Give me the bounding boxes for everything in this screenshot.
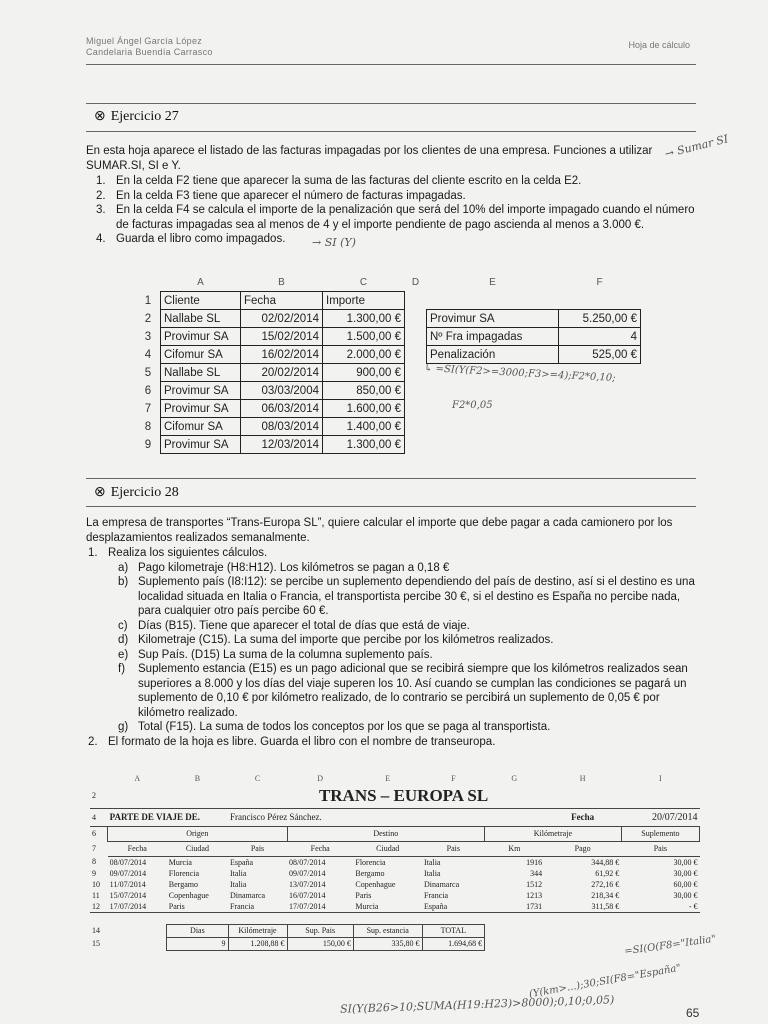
driver-name: Francisco Pérez Sánchez. <box>230 812 322 822</box>
list-item: f) Suplemento estancia (E15) es un pago adicional que se recibirá siempre que los kilómetros realizados sean superiores a 8.000 y los días del viaje superen los 10. Así cuando se cumplan las condiciones se pagará un suplemento de 0,10 € por kilómetro realizado, de lo contrario se percibirá un suplemento de 0,05 € por kilómetro realizado. <box>118 663 688 719</box>
ex27-bottom-rule <box>86 131 696 132</box>
list-item: b) Suplemento país (I8:I12): se percibe un suplemento dependiendo del país de destino, así si el destino es una localidad situada en Italia o Francia, el transportista percibe 30 €, si el destino es España no percibe nada, para cualquier otro país percibe 60 €. <box>118 576 695 617</box>
table-row: 3 Provimur SA 15/02/2014 1.500,00 € Nº Fra impagadas 4 <box>136 328 641 346</box>
ex28-bottom-rule <box>86 506 696 507</box>
ex27-intro: En esta hoja aparece el listado de las facturas impagadas por los clientes de una empresa. Funciones a utilizar SUMAR.SI, SI e Y. <box>86 145 653 172</box>
handwritten-note-5: SI(Y(B26>10;SUMA(H19:H23)>8000);0,10;0,05) <box>339 993 615 1016</box>
table-row: 8 08/07/2014 Murcia España 08/07/2014 Florencia Italia 1916 344,88 € 30,00 € <box>92 857 698 867</box>
circled-x-icon: ⊗ <box>94 485 106 500</box>
ex27-title: ⊗ Ejercicio 27 <box>94 109 179 124</box>
handwritten-note-3: =SI(O(F8="Italia" <box>623 933 717 958</box>
page-number: 65 <box>686 1006 700 1020</box>
table-row: 9 09/07/2014 Florencia Italia 09/07/2014 Bergamo Italia 344 61,92 € 30,00 € <box>92 868 698 878</box>
header-rule <box>86 64 696 65</box>
list-item: 1. Realiza los siguientes cálculos. <box>88 547 268 559</box>
table-row: 2 Nallabe SL 02/02/2014 1.300,00 € Provimur SA 5.250,00 € <box>136 310 641 328</box>
ex27-items <box>94 174 698 247</box>
handwritten-note-4: (Y(km>...);30;SI(F8="España" <box>528 962 682 1001</box>
list-item: g) Total (F15). La suma de todos los conceptos por los que se paga al transportista. <box>118 721 551 733</box>
circled-x-icon: ⊗ <box>94 109 106 124</box>
list-item: d) Kilometraje (C15). La suma del importe que percibe por los kilómetros realizados. <box>118 634 554 646</box>
list-item: a) Pago kilometraje (H8:H12). Los kilómetros se pagan a 0,18 € <box>118 561 450 574</box>
parte-label: PARTE DE VIAJE DE. <box>109 812 201 822</box>
sheet-title: TRANS – EUROPA SL <box>318 785 489 805</box>
impagados-sheet: A B C D E F 1 Cliente Fecha Importe 2 Nallabe SL 02/02/2014 1.300,00 € Provimur SA 5.250,00 € 3 Provimur SA 15/02/2014 1.500,00 € Nº Fra impagadas 4 4 Cifomur SA 16/02/2014 2.000,00 € Penalización 525,00 € 5 Nallabe SL 20/02/2014 900,00 € 6 Provimur SA 03/03/2004 850,00 € 7 Provimur SA 06/03/2014 1.600,00 € 8 Cifomur SA 08/03/2014 1.400,00 € 9 Provimur SA 12/03/2014 1.300,00 € <box>136 274 641 454</box>
totals-row: 15 9 1.208,88 € 150,00 € 335,80 € 1.694,68 € <box>90 937 700 950</box>
list-item: 2. El formato de la hoja es libre. Guarda el libro con el nombre de transeuropa. <box>88 735 496 748</box>
list-item: 2. En la celda F3 tiene que aparecer el número de facturas impagadas. <box>96 189 466 202</box>
handwritten-note-1: → Sumar SI <box>663 132 730 161</box>
section-title: Hoja de cálculo <box>628 40 690 50</box>
ex27-top-rule <box>86 103 696 104</box>
handwritten-formula-2: F2*0,05 <box>452 400 493 411</box>
ex28-top-rule <box>86 478 696 479</box>
authors <box>86 36 213 58</box>
ex28-items <box>86 546 698 749</box>
table-row: 11 15/07/2014 Copenhague Dinamarca 16/07/2014 Paris Francia 1213 218,34 € 30,00 € <box>92 890 698 900</box>
table-row: 6 Provimur SA 03/03/2004 850,00 € <box>136 382 641 400</box>
ex28-title: ⊗ Ejercicio 28 <box>94 485 179 500</box>
author-2: Candelaria Buendía Carrasco <box>86 47 213 57</box>
transeuropa-sheet: A B C D E F G H I 2 TRANS – EUROPA SL 4 PARTE DE VIAJE DE. Francisco Pérez Sánchez. Fecha 20/07/2014 6 Origen Destino Kilómetraje Suplemento 7 Fecha Ciudad Pais Fecha Ciudad Pais Km Pago Pais 8 08/07/2014 Murcia España 08/07/2014 Florencia Italia 1916 344,88 € 30,00 € 9 09/07/2014 Florencia Italia 09/07/2014 Bergamo Italia 344 61,92 € 30,00 € 10 11/07/2014 Bergamo Italia 13/07/2014 Copenhague Dinamarca 1512 272,16 € 60,00 € 11 15/07/2014 Copenhague Dinamarca 16/07/2014 Paris Francia 1213 218,34 € 30,00 € 12 17/07/2014 Paris Francia 17/07/2014 Murcia España 1731 311,58 € - € 14 Dias Kilómetraje Sup. Pais Sup. estancia TOTAL 15 9 1.208,88 € 150,00 € 335,80 € 1.694,68 € <box>92 774 698 948</box>
list-item: 1. En la celda F2 tiene que aparecer la suma de las facturas del cliente escrito en la celda E2. <box>96 175 582 187</box>
handwritten-formula: ↳ =SI(Y(F2>=3000;F3>=4);F2*0,10; <box>423 362 616 385</box>
handwritten-note-2: → SI (Y) <box>312 236 356 249</box>
list-item: e) Sup País. (D15) La suma de la columna suplemento país. <box>118 648 433 661</box>
list-item: 4. Guarda el libro como impagados. <box>96 233 286 245</box>
table-row: 12 17/07/2014 Paris Francia 17/07/2014 Murcia España 1731 311,58 € - € <box>92 901 698 911</box>
table-row: 8 Cifomur SA 08/03/2014 1.400,00 € <box>136 418 641 436</box>
ex28-intro: La empresa de transportes “Trans-Europa SL”, quiere calcular el importe que debe pagar a cada camionero por los desplazamientos realizados semanalmente. <box>86 517 673 544</box>
table-row: 7 Provimur SA 06/03/2014 1.600,00 € <box>136 400 641 418</box>
table-row: 1 Cliente Fecha Importe <box>136 292 641 310</box>
list-item: 3. En la celda F4 se calcula el importe de la penalización que será del 10% del importe impagado cuando el número de facturas impagadas sea al menos de 4 y el importe pendiente de pago ascienda al menos a 3.000 €. <box>96 204 695 231</box>
table-row: 4 Cifomur SA 16/02/2014 2.000,00 € Penalización 525,00 € <box>136 346 641 364</box>
table-row: 5 Nallabe SL 20/02/2014 900,00 € <box>136 364 641 382</box>
table-row: 9 Provimur SA 12/03/2014 1.300,00 € <box>136 436 641 454</box>
author-1: Miguel Ángel García López <box>86 36 203 46</box>
list-item: c) Días (B15). Tiene que aparecer el total de días que está de viaje. <box>118 619 470 632</box>
table-row: 10 11/07/2014 Bergamo Italia 13/07/2014 Copenhague Dinamarca 1512 272,16 € 60,00 € <box>92 879 698 889</box>
